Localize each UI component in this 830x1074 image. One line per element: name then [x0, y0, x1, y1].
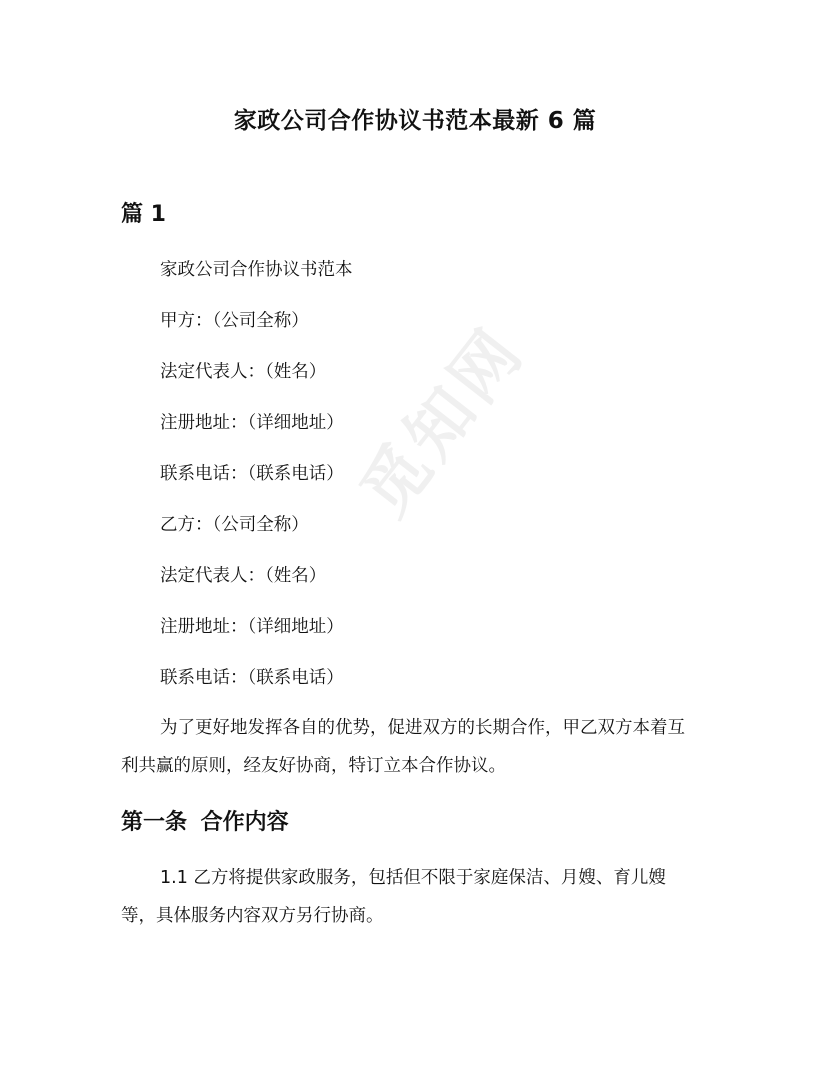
party-b-name-line: 乙方：（公司全称） — [160, 515, 309, 535]
contract-name-line: 家政公司合作协议书范本 — [160, 260, 353, 280]
party-b-address-line: 注册地址：（详细地址） — [160, 617, 344, 637]
party-a-representative-line: 法定代表人：（姓名） — [160, 362, 327, 382]
article-heading: 第一条 合作内容 — [121, 810, 289, 835]
party-b-phone-line: 联系电话：（联系电话） — [160, 668, 344, 688]
party-a-address-line: 注册地址：（详细地址） — [160, 413, 344, 433]
party-b-representative-line: 法定代表人：（姓名） — [160, 566, 327, 586]
intro-paragraph: 为了更好地发挥各自的优势，促进双方的长期合作，甲乙双方本着互利共赢的原则，经友好协商，特订立本合作协议。 — [121, 718, 685, 776]
part-heading: 篇 1 — [121, 202, 166, 227]
clause-1-1: 1.1 乙方将提供家政服务，包括但不限于家庭保洁、月嫂、育儿嫂等，具体服务内容双方另行协商。 — [121, 868, 666, 926]
party-a-name-line: 甲方：（公司全称） — [160, 311, 309, 331]
watermark: 觅知网 — [345, 312, 540, 531]
party-a-phone-line: 联系电话：（联系电话） — [160, 464, 344, 484]
document-title: 家政公司合作协议书范本最新 6 篇 — [233, 108, 597, 134]
